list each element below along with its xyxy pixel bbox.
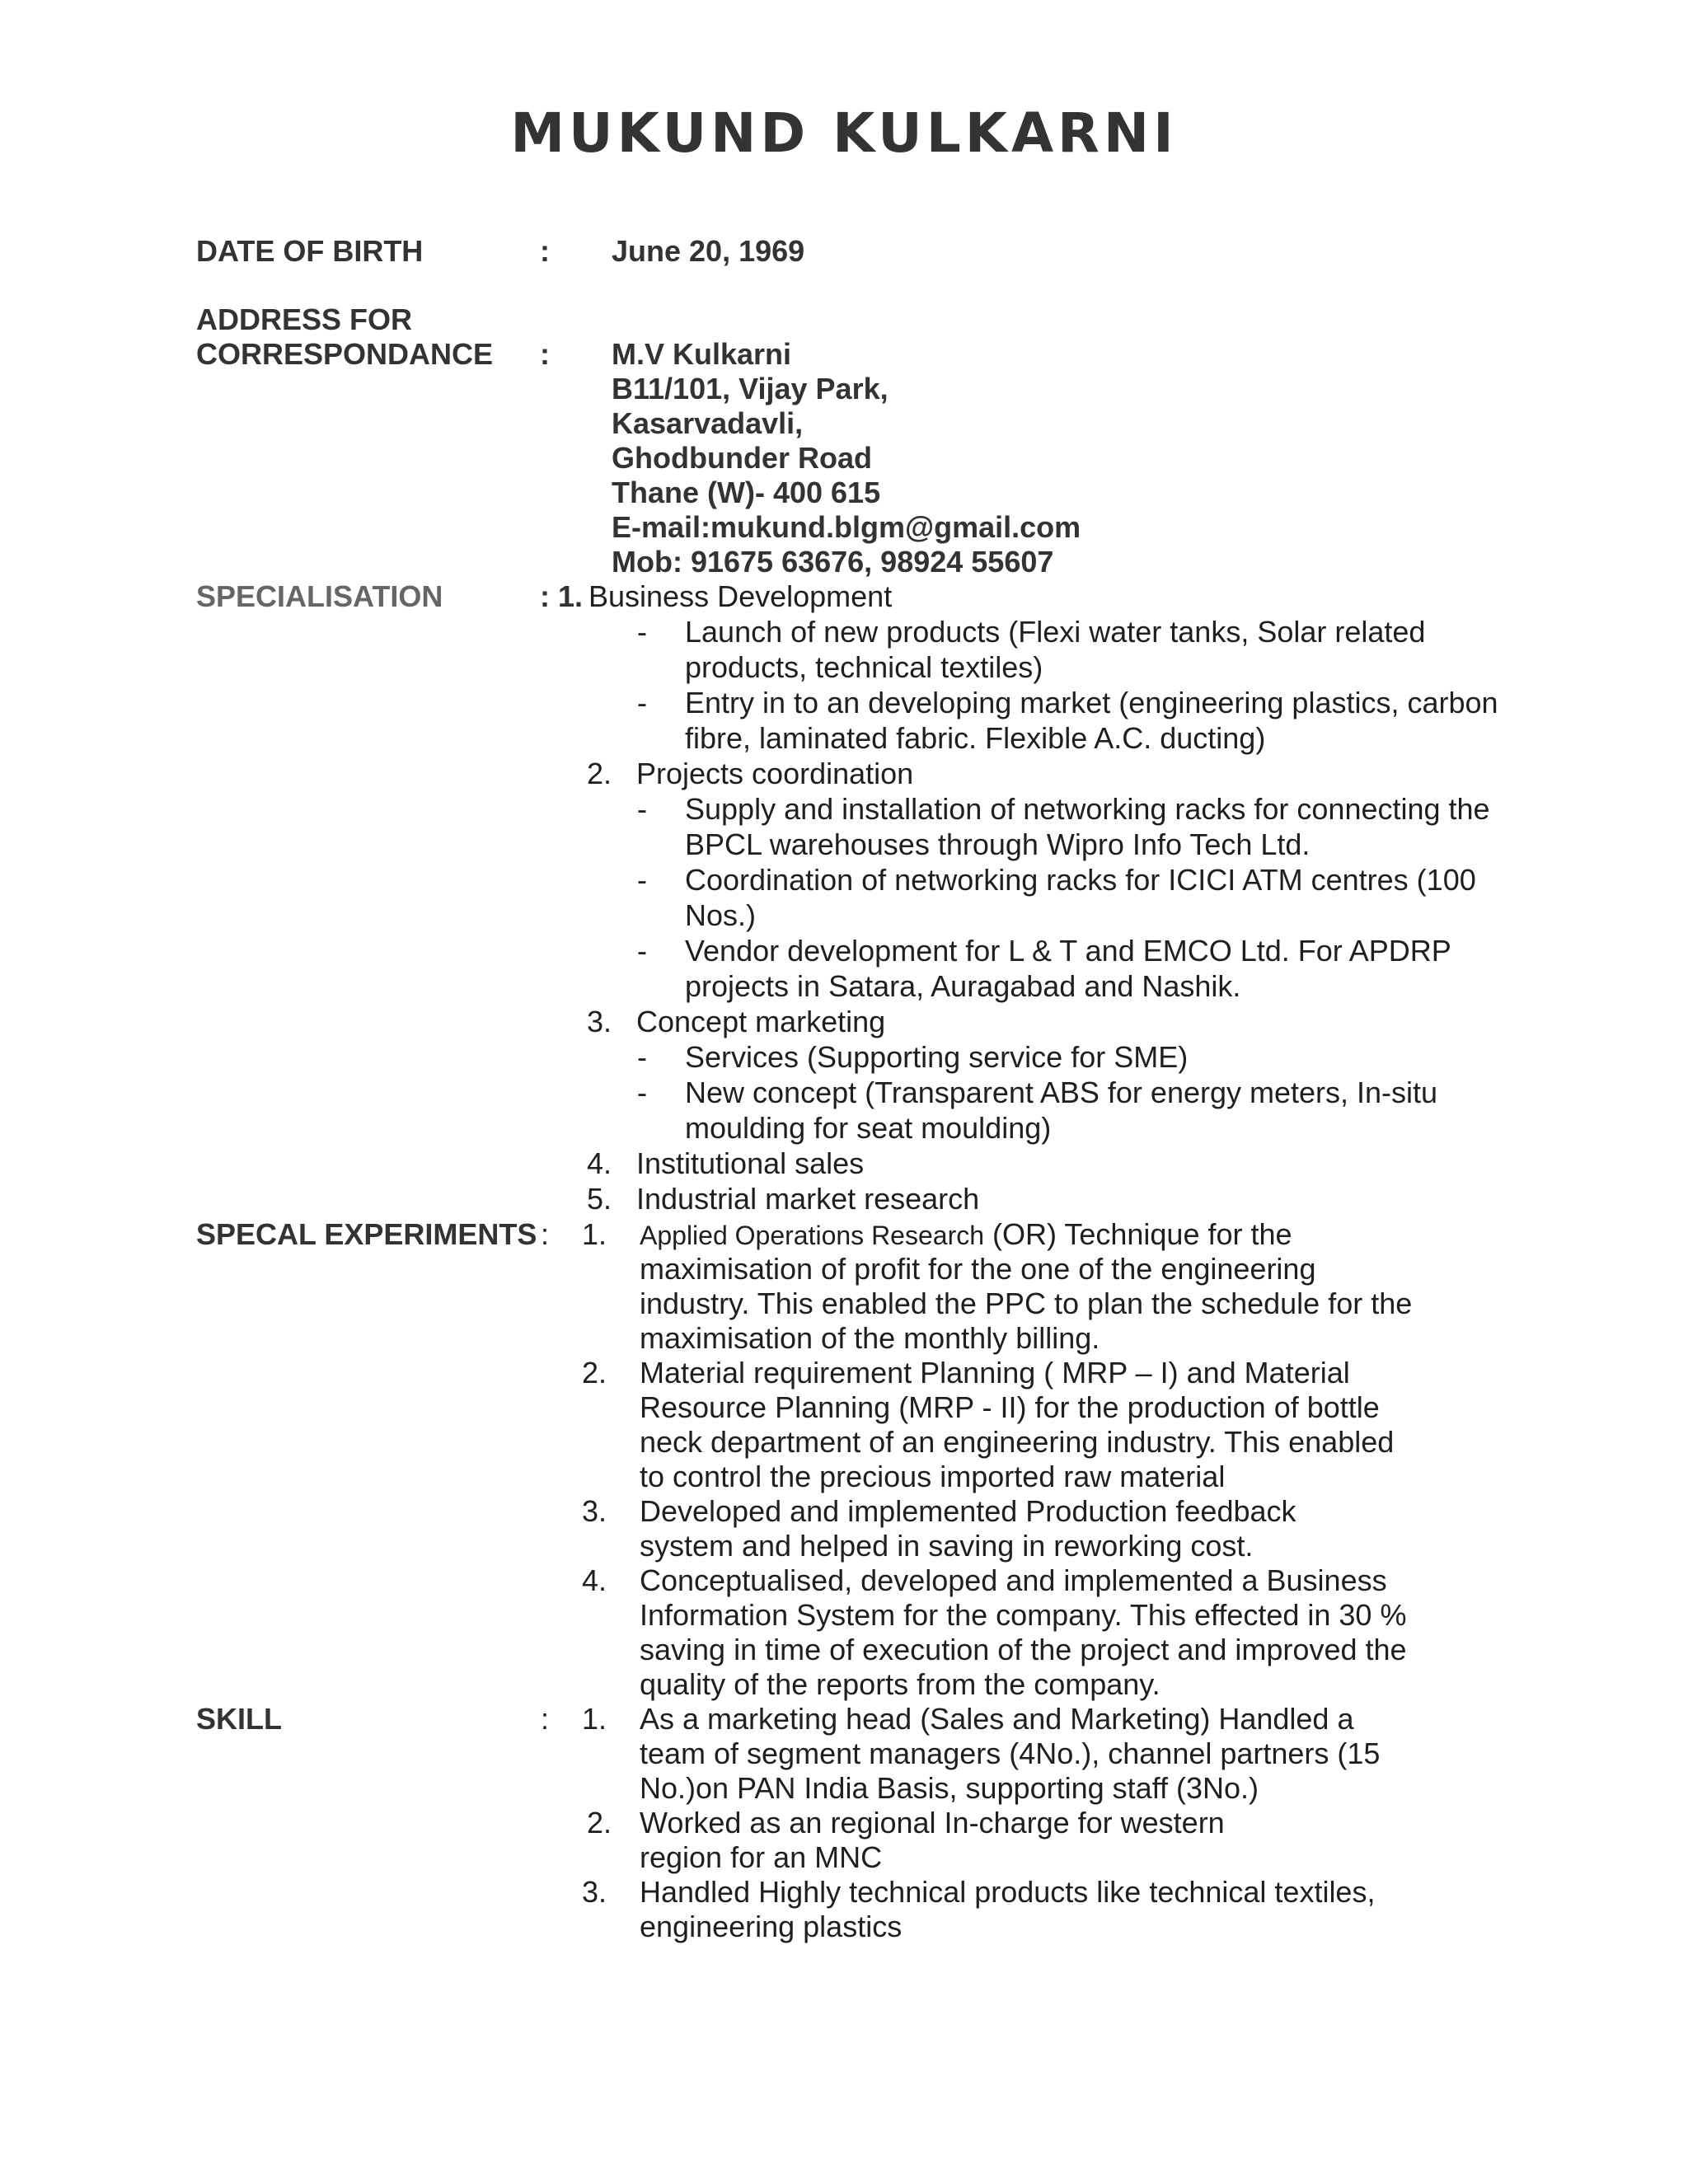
spec-item-title: Institutional sales <box>636 1146 865 1180</box>
dob-label: DATE OF BIRTH <box>196 234 424 268</box>
spec-item-number: 4. <box>587 1146 612 1180</box>
skill-line: region for an MNC <box>640 1840 883 1874</box>
spec-sub-line: Launch of new products (Flexi water tanks, Solar related <box>685 615 1426 649</box>
skill-label: SKILL <box>196 1702 282 1736</box>
skill-number: 1. <box>582 1702 607 1736</box>
experiment-line: industry. This enabled the PPC to plan the schedule for the <box>640 1286 1413 1320</box>
experiments-label: SPECAL EXPERIMENTS <box>196 1217 537 1251</box>
address-line: M.V Kulkarni <box>612 337 792 371</box>
email-line: E-mail:mukund.blgm@gmail.com <box>612 510 1081 544</box>
experiment-line: Material requirement Planning ( MRP – I) and Material <box>640 1356 1350 1390</box>
experiment-line: system and helped in saving in reworking cost. <box>640 1529 1254 1563</box>
address-label-line1: ADDRESS FOR <box>196 302 413 336</box>
mobile-line: Mob: 91675 63676, 98924 55607 <box>612 545 1054 579</box>
spec-sub-line: fibre, laminated fabric. Flexible A.C. ducting) <box>685 721 1266 755</box>
skill-number: 2. <box>587 1806 612 1840</box>
spec-sub-line: Supply and installation of networking racks for connecting the <box>685 792 1490 826</box>
skill-line: engineering plastics <box>640 1910 903 1943</box>
bullet-dash: - <box>637 792 647 826</box>
experiment-line: maximisation of profit for the one of the engineering <box>640 1252 1316 1286</box>
experiment-line: Developed and implemented Production feedback <box>640 1494 1296 1528</box>
address-line: Ghodbunder Road <box>612 441 872 475</box>
spec-item-title: Projects coordination <box>636 757 914 790</box>
experiment-number: 1. <box>582 1217 607 1251</box>
address-line: Kasarvadavli, <box>612 406 804 440</box>
spec-sub-line: Services (Supporting service for SME) <box>685 1040 1189 1074</box>
spec-item-title: Concept marketing <box>636 1005 886 1038</box>
address-label-line2: CORRESPONDANCE <box>196 337 494 371</box>
skill-line: Handled Highly technical products like technical textiles, <box>640 1875 1376 1909</box>
bullet-dash: - <box>637 1040 647 1074</box>
experiment-line: to control the precious imported raw material <box>640 1460 1226 1493</box>
experiment-line: Resource Planning (MRP - II) for the production of bottle <box>640 1390 1380 1424</box>
bullet-dash: - <box>637 1076 647 1109</box>
address-line: Thane (W)- 400 615 <box>612 476 881 509</box>
experiment-number: 3. <box>582 1494 607 1528</box>
bullet-dash: - <box>637 934 647 968</box>
experiment-line: Information System for the company. This effected in 30 % <box>640 1598 1407 1632</box>
spec-sub-line: products, technical textiles) <box>685 650 1043 684</box>
skill-colon: : <box>541 1702 550 1736</box>
experiment-line-small: Applied Operations Research <box>640 1221 985 1250</box>
skill-line: Worked as an regional In-charge for western <box>640 1806 1225 1840</box>
skill-line: No.)on PAN India Basis, supporting staff (3No.) <box>640 1771 1259 1805</box>
address-colon: : <box>540 337 550 371</box>
spec-item-title: Business Development <box>588 579 893 613</box>
spec-sub-line: Nos.) <box>685 898 757 932</box>
address-line: B11/101, Vijay Park, <box>612 372 889 405</box>
spec-sub-line: moulding for seat moulding) <box>685 1111 1052 1145</box>
experiment-line <box>640 1217 1292 1253</box>
dob-colon: : <box>540 234 550 268</box>
experiment-line: neck department of an engineering industry. This enabled <box>640 1425 1395 1459</box>
experiment-line: quality of the reports from the company. <box>640 1667 1160 1701</box>
experiment-line: Conceptualised, developed and implemented a Business <box>640 1563 1387 1597</box>
bullet-dash: - <box>637 615 647 649</box>
experiment-number: 2. <box>582 1356 607 1390</box>
spec-item-number: 3. <box>587 1005 612 1038</box>
bullet-dash: - <box>637 686 647 719</box>
bullet-dash: - <box>637 863 647 897</box>
experiment-line: saving in time of execution of the project and improved the <box>640 1633 1407 1666</box>
skill-line: team of segment managers (4No.), channel partners (15 <box>640 1736 1381 1770</box>
spec-sub-line: Entry in to an developing market (engineering plastics, carbon <box>685 686 1498 719</box>
spec-sub-line: projects in Satara, Auragabad and Nashik. <box>685 969 1241 1003</box>
spec-sub-line: Coordination of networking racks for ICICI ATM centres (100 <box>685 863 1476 897</box>
experiment-number: 4. <box>582 1563 607 1597</box>
experiment-line: maximisation of the monthly billing. <box>640 1321 1100 1355</box>
specialisation-colon-number: : 1. <box>540 579 584 613</box>
skill-line: As a marketing head (Sales and Marketing) Handled a <box>640 1702 1354 1736</box>
spec-item-title: Industrial market research <box>636 1182 980 1216</box>
experiments-colon: : <box>541 1217 550 1251</box>
specialisation-label: SPECIALISATION <box>196 579 443 613</box>
spec-item-number: 5. <box>587 1182 612 1216</box>
dob-value: June 20, 1969 <box>612 234 805 268</box>
page-title: MUKUND KULKARNI <box>510 101 1178 165</box>
spec-item-number: 2. <box>587 757 612 790</box>
spec-sub-line: Vendor development for L & T and EMCO Ltd. For APDRP <box>685 934 1451 968</box>
spec-sub-line: New concept (Transparent ABS for energy meters, In-situ <box>685 1076 1438 1109</box>
spec-sub-line: BPCL warehouses through Wipro Info Tech Ltd. <box>685 827 1311 861</box>
skill-number: 3. <box>582 1875 607 1909</box>
experiment-line-rest: (OR) Technique for the <box>984 1217 1292 1251</box>
